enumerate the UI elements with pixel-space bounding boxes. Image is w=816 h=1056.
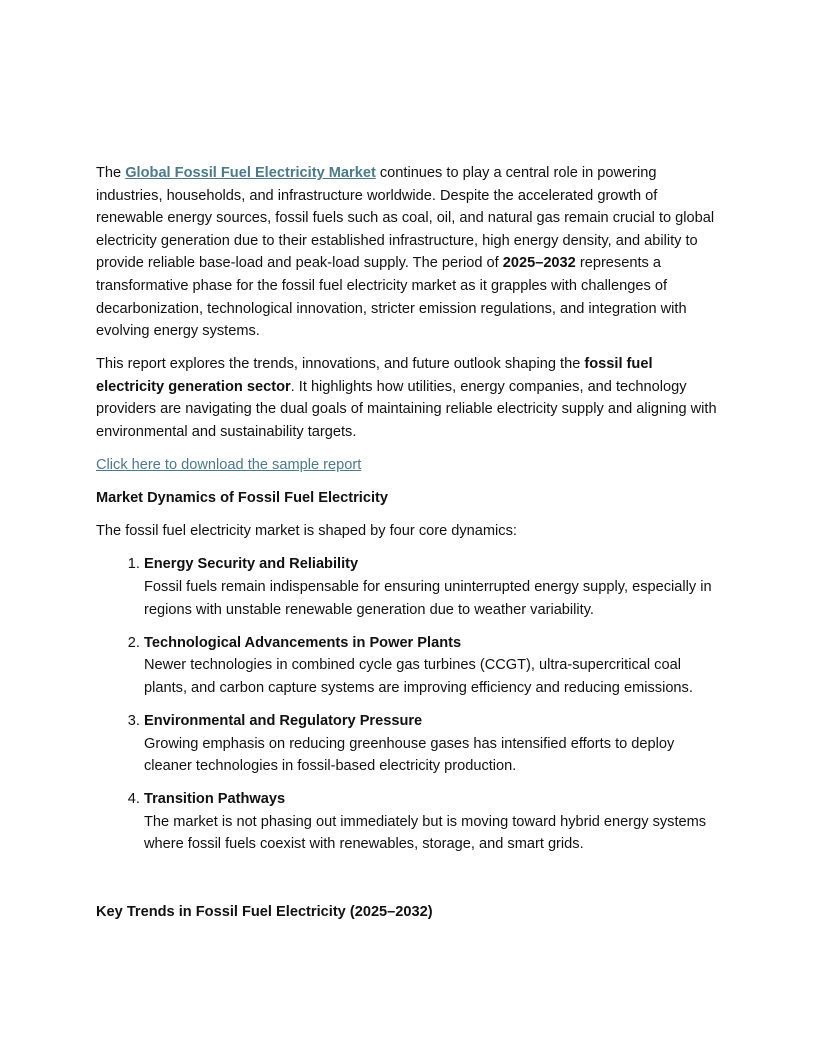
intro-text: represents a transformative phase for the fossil fuel electricity market as it grapples with challenges of decarbonization, technological innovation, stricter emission regulations, and integration with evolving energy systems. — [96, 255, 687, 340]
dynamics-lead: The fossil fuel electricity market is shaped by four core dynamics: — [96, 523, 517, 540]
intro-text: continues to play a central role in powering industries, households, and infrastructure worldwide. Despite the accelerated growth of renewable energy sources, fossil fuels such as coal, oil, and natural gas remain crucial to global electricity generation due to their established infrastructure, high energy density, and ability to provide reliable base-load and peak-load supply. The period of — [96, 165, 715, 272]
download-sample-link[interactable]: Click here to download the sample report — [96, 457, 362, 474]
item-title: 4. Transition Pathways — [144, 791, 286, 808]
download-paragraph — [96, 454, 721, 477]
item-title: 2. Technological Advancements in Power Plants — [144, 634, 462, 651]
dynamics-heading: Market Dynamics of Fossil Fuel Electricity — [96, 490, 388, 507]
item-title: 3. Environmental and Regulatory Pressure — [144, 712, 423, 729]
intro-text: The — [96, 165, 126, 181]
spacer — [96, 867, 721, 901]
list-item — [144, 788, 721, 856]
item-title: 1. Energy Security and Reliability — [144, 556, 359, 573]
dynamics-list — [96, 553, 721, 856]
item-text: Fossil fuels remain indispensable for ensuring uninterrupted energy supply, especially in regions with unstable renewable generation due to weather variability. — [144, 579, 712, 618]
trends-heading: Key Trends in Fossil Fuel Electricity (2025–2032) — [96, 903, 433, 920]
item-text: The market is not phasing out immediately but is moving toward hybrid energy systems where fossil fuels coexist with renewables, storage, and smart grids. — [144, 813, 707, 853]
market-link[interactable]: Global Fossil Fuel Electricity Market — [125, 165, 376, 181]
list-item — [144, 710, 721, 778]
report-text: This report explores the trends, innovations, and future outlook shaping the — [96, 356, 585, 373]
list-item — [144, 553, 721, 621]
item-text: Newer technologies in combined cycle gas turbines (CCGT), ultra-supercritical coal plants, and carbon capture systems are improving efficiency and reducing emissions. — [144, 657, 693, 696]
item-text: Growing emphasis on reducing greenhouse gases has intensified efforts to deploy cleaner technologies in fossil-based electricity production. — [144, 735, 675, 775]
document-body — [96, 162, 721, 934]
intro-paragraph — [96, 162, 721, 343]
report-text: . It highlights how utilities, energy companies, and technology providers are navigating the dual goals of maintaining reliable electricity supply and aligning with environmental and sustainability targets. — [96, 378, 717, 441]
report-paragraph — [96, 353, 721, 443]
period-bold: 2025–2032 — [502, 255, 576, 272]
list-item — [144, 632, 721, 700]
sector-bold: fossil fuel electricity generation sector — [96, 356, 653, 395]
